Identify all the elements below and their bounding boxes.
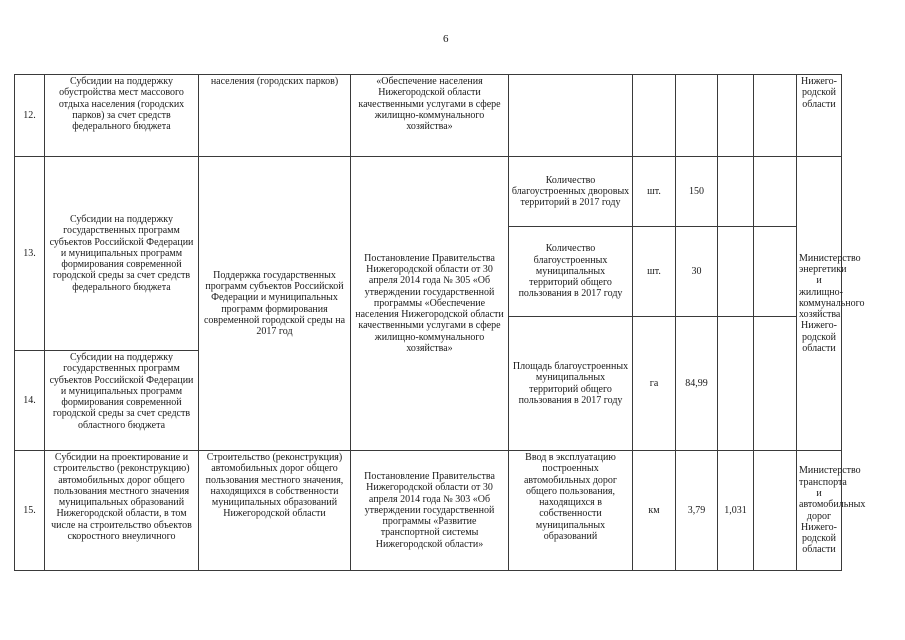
indicator-label: Количество благоустроенных дворовых территорий в 2017 году (509, 157, 633, 227)
value-cell (754, 227, 797, 317)
subsidy-name: Субсидии на поддержку обустройства мест массового отдыха населения (городских парков) за счет средств федерального бюджета (45, 75, 199, 157)
table-row (15, 75, 842, 157)
subsidy-name: Субсидии на поддержку государственных программ субъектов Российской Федерации и муниципальных программ формирования современной городской среды за счет средств областного бюджета (45, 351, 199, 451)
responsible-org: Нижего-родской области (797, 75, 842, 157)
indicator-unit: шт. (633, 227, 676, 317)
table-row (15, 451, 842, 571)
indicator-value: 30 (676, 227, 718, 317)
row-number: 12. (15, 75, 45, 157)
legal-basis: Постановление Правительства Нижегородской области от 30 апреля 2014 года № 305 «Об утверждении государственной программы «Обеспечение населения Нижегородской области качественными услугами в сфере жилищно-коммунального хозяйства» (351, 157, 509, 451)
legal-basis: Постановление Правительства Нижегородской области от 30 апреля 2014 года № 303 «Об утверждении государственной программы «Развитие транспортной системы Нижегородской области» (351, 451, 509, 571)
row-number: 15. (15, 451, 45, 571)
indicator-value-2: 1,031 (718, 451, 754, 571)
responsible-org: Министерство транспорта и автомобильных дорог Нижего-родской области (797, 451, 842, 571)
value-cell (676, 75, 718, 157)
subsidy-name: Субсидии на проектирование и строительство (реконструкцию) автомобильных дорог общего пользования местного значения муниципальных образований Нижегородской области, в том числе на строительство объектов скоростного внеуличного (45, 451, 199, 571)
indicator-unit: га (633, 317, 676, 451)
value-cell (754, 157, 797, 227)
value-cell (718, 75, 754, 157)
indicator-value: 84,99 (676, 317, 718, 451)
value-cell (718, 157, 754, 227)
subsidy-purpose: Строительство (реконструкция) автомобильных дорог общего пользования местного значения, находящихся в собственности муниципальных образований Нижегородской области (199, 451, 351, 571)
indicator-unit: шт. (633, 157, 676, 227)
value-cell (754, 451, 797, 571)
row-number: 14. (15, 351, 45, 451)
legal-basis: «Обеспечение населения Нижегородской области качественными услугами в сфере жилищно-коммунального хозяйства» (351, 75, 509, 157)
indicator-value: 150 (676, 157, 718, 227)
subsidies-table (14, 74, 866, 571)
value-cell (754, 317, 797, 451)
indicator-label: Количество благоустроенных муниципальных территорий общего пользования в 2017 году (509, 227, 633, 317)
subsidy-purpose: Поддержка государственных программ субъектов Российской Федерации и муниципальных программ формирования современной городской среды на 2017 год (199, 157, 351, 451)
value-cell (754, 75, 797, 157)
indicator-cell (509, 75, 633, 157)
subsidy-purpose: населения (городских парков) (199, 75, 351, 157)
subsidy-name: Субсидии на поддержку государственных программ субъектов Российской Федерации и муниципальных программ формирования современной городской среды за счет средств федерального бюджета (45, 157, 199, 351)
responsible-org: Министерство энергетики и жилищно-коммунального хозяйства Нижего-родской области (797, 157, 842, 451)
value-cell (718, 227, 754, 317)
indicator-unit: км (633, 451, 676, 571)
value-cell (718, 317, 754, 451)
table-row (15, 157, 842, 227)
row-number: 13. (15, 157, 45, 351)
indicator-label: Площадь благоустроенных муниципальных территорий общего пользования в 2017 году (509, 317, 633, 451)
unit-cell (633, 75, 676, 157)
page-number: 6 (443, 33, 449, 45)
indicator-label: Ввод в эксплуатацию построенных автомобильных дорог общего пользования, находящихся в собственности муниципальных образований (509, 451, 633, 571)
indicator-value: 3,79 (676, 451, 718, 571)
